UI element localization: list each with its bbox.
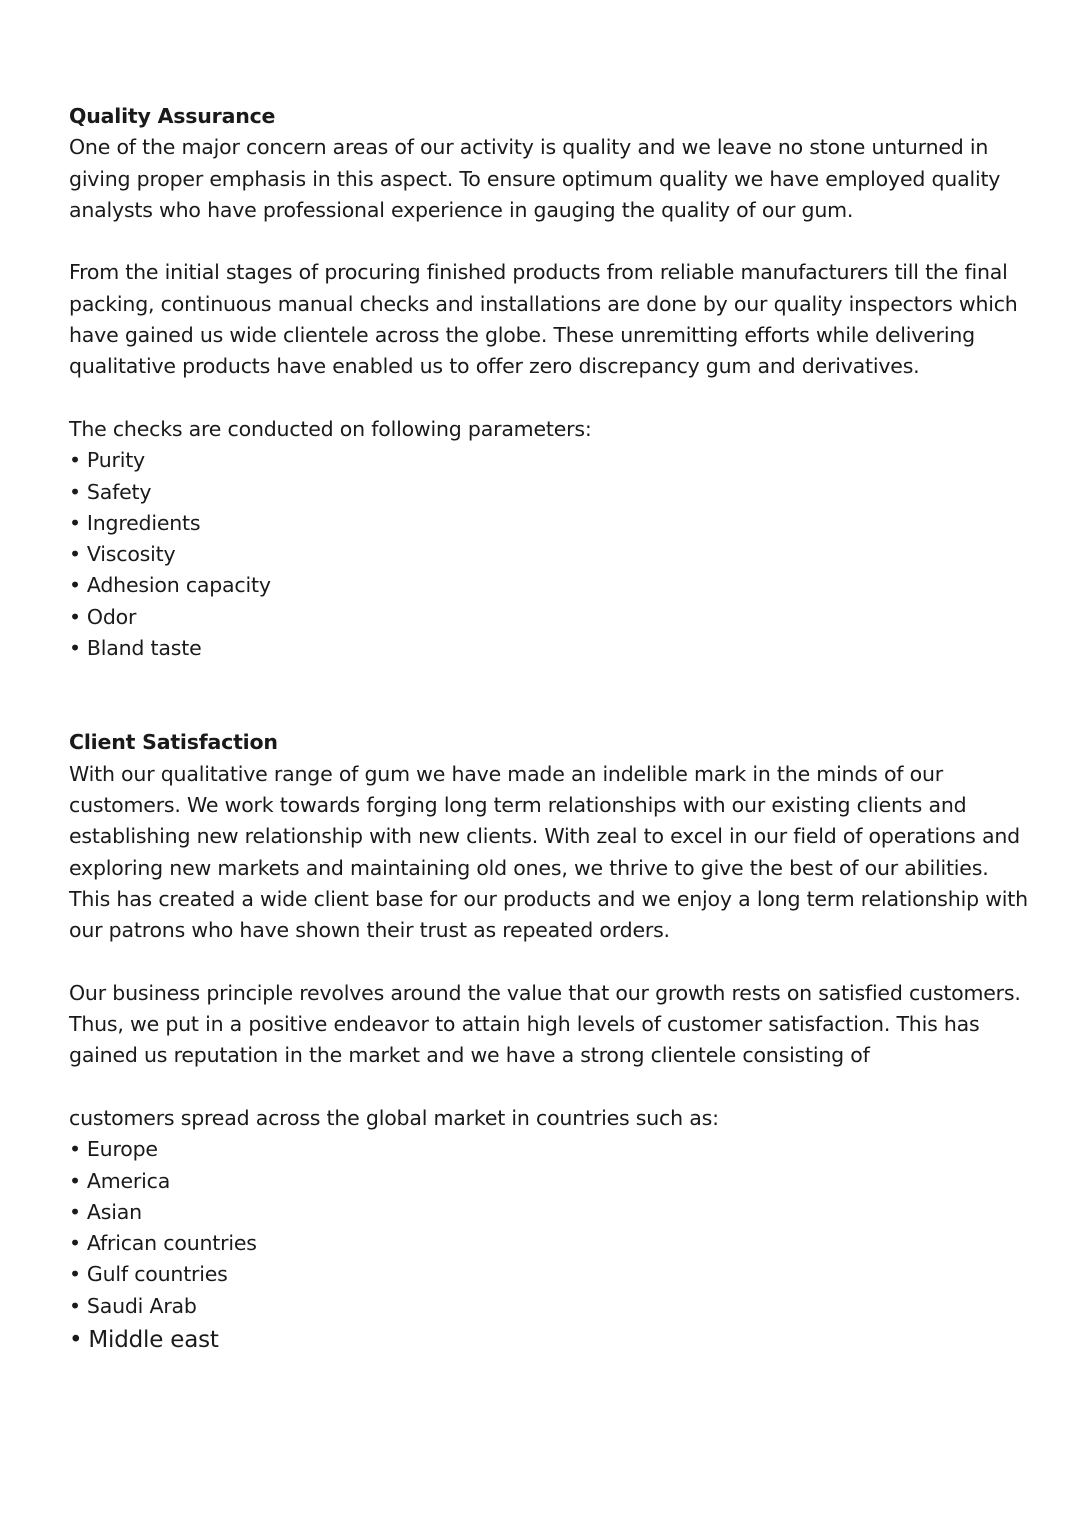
client-satisfaction-paragraph-2: Our business principle revolves around the value that our growth rests on satisfied customers. Thus, we put in a positive endeavor to attain high levels of customer satisfaction. This has gained us reputation in the market and we have a strong clientele consisting of [69, 980, 1021, 1068]
list-item: • Ingredients [69, 508, 1029, 539]
list-item: • Viscosity [69, 539, 1029, 570]
quality-assurance-heading: Quality Assurance [69, 104, 276, 128]
list-item: • Safety [69, 477, 1029, 508]
parameters-list [69, 445, 1029, 664]
list-item: • Bland taste [69, 633, 1029, 664]
list-item: • Purity [69, 445, 1029, 476]
document-page [69, 101, 1029, 1358]
list-item: • Gulf countries [69, 1259, 1029, 1290]
list-item: • Middle east [69, 1322, 1029, 1358]
client-satisfaction-paragraph-1: With our qualitative range of gum we have made an indelible mark in the minds of our customers. We work towards forging long term relationships with our existing clients and establishing new relationship with new clients. With zeal to excel in our field of operations and exploring new markets and maintaining old ones, we thrive to give the best of our abilities. This has created a wide client base for our products and we enjoy a long term relationship with our patrons who have shown their trust as repeated orders. [69, 761, 1028, 943]
list-item: • Odor [69, 602, 1029, 633]
quality-assurance-paragraph-1: One of the major concern areas of our activity is quality and we leave no stone unturned in giving proper emphasis in this aspect. To ensure optimum quality we have employed quality analysts who have professional experience in gauging the quality of our gum. [69, 135, 1001, 222]
list-item: • African countries [69, 1228, 1029, 1259]
list-item: • America [69, 1166, 1029, 1197]
countries-list [69, 1134, 1029, 1358]
countries-intro: customers spread across the global market in countries such as: [69, 1105, 719, 1130]
list-item: • Europe [69, 1134, 1029, 1165]
list-item: • Adhesion capacity [69, 570, 1029, 601]
list-item: • Saudi Arab [69, 1291, 1029, 1322]
checks-intro: The checks are conducted on following parameters: [69, 416, 592, 441]
quality-assurance-paragraph-2: From the initial stages of procuring finished products from reliable manufacturers till the final packing, continuous manual checks and installations are done by our quality inspectors which have gained us wide clientele across the globe. These unremitting efforts while delivering qualitative products have enabled us to offer zero discrepancy gum and derivatives. [69, 260, 1018, 379]
quality-assurance-section [69, 101, 1029, 664]
client-satisfaction-section [69, 727, 1029, 1358]
client-satisfaction-heading: Client Satisfaction [69, 730, 278, 755]
list-item: • Asian [69, 1197, 1029, 1228]
